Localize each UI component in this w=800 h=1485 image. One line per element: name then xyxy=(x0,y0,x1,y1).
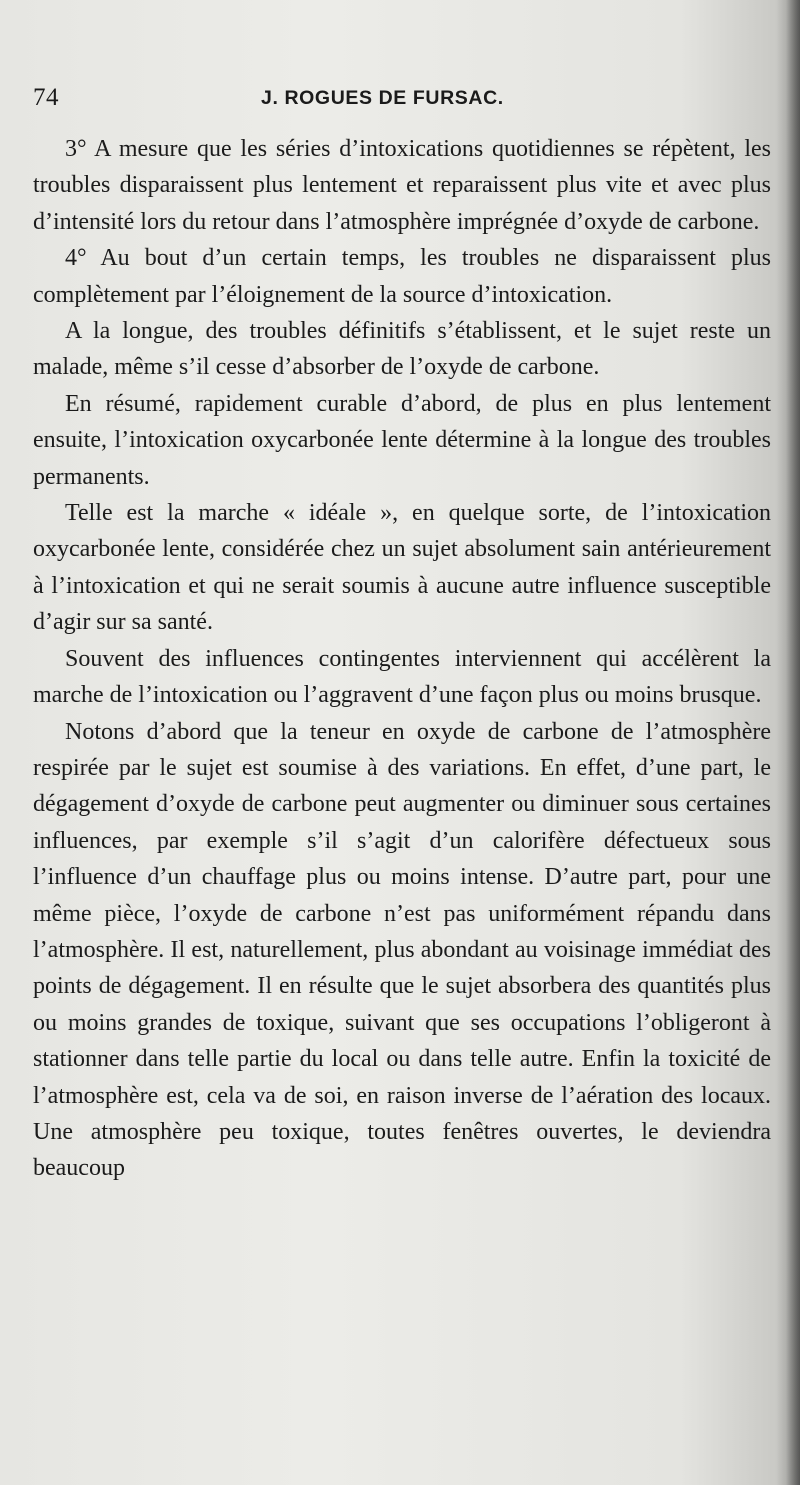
body-text xyxy=(33,131,771,1187)
paragraph-4: En résumé, rapidement curable d’abord, de plus en plus lentement ensuite, l’intoxication oxycarbonée lente détermine à la longue des troubles permanents. xyxy=(33,390,771,490)
running-head: J. ROGUES DE FURSAC. xyxy=(261,87,504,109)
paragraph-2: 4° Au bout d’un certain temps, les troubles ne disparaissent plus complètement par l’éloignement de la source d’intoxication. xyxy=(33,245,771,308)
page-header xyxy=(33,84,770,118)
paragraph-3: A la longue, des troubles définitifs s’établissent, et le sujet reste un malade, même s’il cesse d’absorber de l’oxyde de carbone. xyxy=(33,318,771,381)
page-number: 74 xyxy=(33,84,59,111)
paragraph-7: Notons d’abord que la teneur en oxyde de carbone de l’atmosphère respirée par le sujet est soumise à des variations. En effet, d’une part, le dégagement d’oxyde de carbone peut augmenter ou diminuer sous certaines influences, par exemple s’il s’agit d’un calorifère défectueux sous l’influence d’un chauffage plus ou moins intense. D’autre part, pour une même pièce, l’oxyde de carbone n’est pas uniformément répandu dans l’atmosphère. Il est, naturellement, plus abondant au voisinage immédiat des points de dégagement. Il en résulte que le sujet absorbera des quantités plus ou moins grandes de toxique, suivant que ses occupations l’obligeront à stationner dans telle partie du local ou dans telle autre. Enfin la toxicité de l’atmosphère est, cela va de soi, en raison inverse de l’aération des locaux. Une atmosphère peu toxique, toutes fenêtres ouvertes, le deviendra beaucoup xyxy=(33,718,771,1182)
paragraph-5: Telle est la marche « idéale », en quelque sorte, de l’intoxication oxycarbonée lente, considérée chez un sujet absolument sain antérieurement à l’intoxication et qui ne serait soumis à aucune autre influence susceptible d’agir sur sa santé. xyxy=(33,500,771,636)
paragraph-1: 3° A mesure que les séries d’intoxications quotidiennes se répètent, les troubles disparaissent plus lentement et reparaissent plus vite et avec plus d’intensité lors du retour dans l’atmosphère imprégnée d’oxyde de carbone. xyxy=(33,136,771,235)
paragraph-6: Souvent des influences contingentes interviennent qui accélèrent la marche de l’intoxication ou l’aggravent d’une façon plus ou moins brusque. xyxy=(33,645,771,709)
